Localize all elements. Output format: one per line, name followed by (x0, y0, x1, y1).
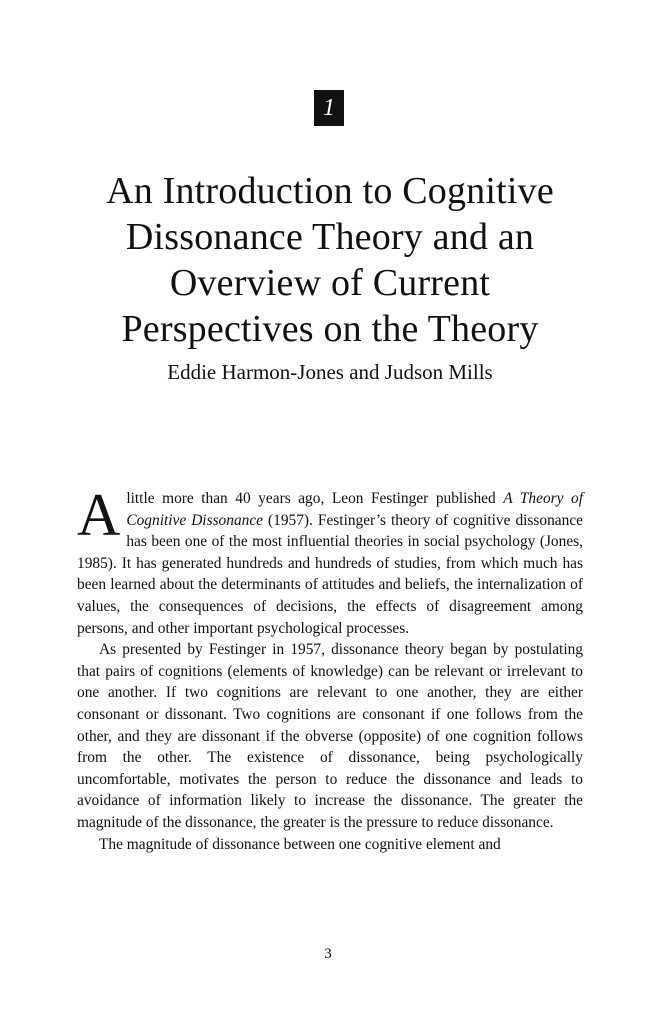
chapter-number-box (314, 90, 344, 126)
paragraph-1-rest: (1957). Festinger’s theory of cognitive dissonance has been one of the most influential theories in social psychology (Jones, 1985). It has generated hundreds and hundreds of studies, from which much has been learned about the determinants of attitudes and beliefs, the internalization of values, the consequences of decisions, the effects of disagreement among persons, and other important psychological processes. (77, 511, 583, 637)
chapter-authors: Eddie Harmon-Jones and Judson Mills (167, 360, 493, 384)
paragraph-1 (77, 482, 583, 639)
title-line: Perspectives on the Theory (121, 308, 539, 350)
page-number: 3 (324, 946, 332, 962)
drop-cap: A (77, 482, 121, 548)
book-title: A Theory of Cognitive Dissonance (126, 490, 583, 529)
chapter-title (40, 168, 620, 352)
paragraph-3: The magnitude of dissonance between one cognitive element and (99, 835, 501, 853)
title-line: Dissonance Theory and an (125, 216, 535, 258)
title-line: Overview of Current (169, 262, 491, 304)
paragraph-2: As presented by Festinger in 1957, dissonance theory began by postulating that pairs of cognitions (elements of knowledge) can be relevant or irrelevant to one another. If two cognitions are relevant to one another, they are either consonant or dissonant. Two cognitions are consonant if one follows from the other, and they are dissonant if the obverse (opposite) of one cognition follows from the other. The existence of dissonance, being psychologically uncomfortable, motivates the person to reduce the dissonance and leads to avoidance of information likely to increase the dissonance. The greater the magnitude of the dissonance, the greater is the pressure to reduce dissonance. (77, 641, 583, 831)
paragraph-1-start: little more than 40 years ago, Leon Festinger published (126, 490, 504, 507)
chapter-number: 1 (323, 95, 335, 121)
body-text (77, 482, 583, 855)
title-line: An Introduction to Cognitive (106, 170, 554, 212)
